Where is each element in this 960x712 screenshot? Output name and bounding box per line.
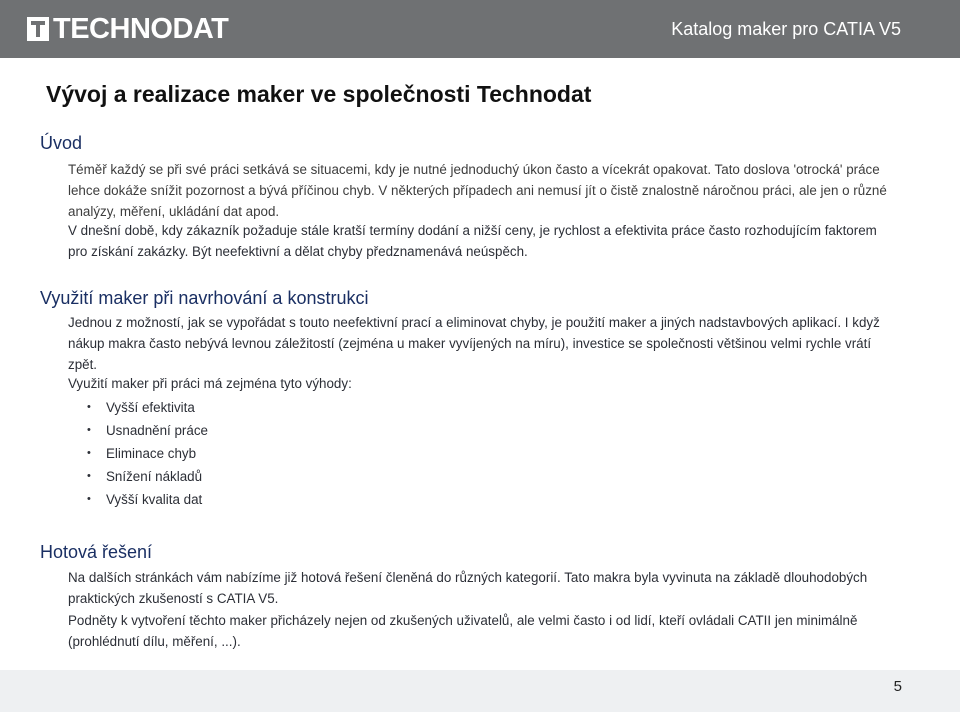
bullet-icon: • [87,493,91,505]
section-heading-vyuziti: Využití maker při navrhování a konstrukci [40,288,369,308]
bullet-icon: • [87,424,91,436]
uvod-paragraph-2: V dnešní době, kdy zákazník požaduje stále kratší termíny dodání a nižší ceny, je rychlost a efektivita práce často rozhodujícím faktorem pro získání zakázky. Být neefektivní a dělat chyby předznamenává neúspěch. [68,223,877,259]
logo-wordmark: TECHNODAT [53,13,229,45]
list-item [68,419,208,442]
list-item-label: Eliminace chyb [106,446,197,461]
list-item-label: Vyšší kvalita dat [106,492,203,507]
bullet-icon: • [87,470,91,482]
technodat-logo-icon [27,17,49,41]
page-header [0,0,960,58]
list-item-label: Usnadnění práce [106,423,208,438]
list-item [68,396,208,419]
hotova-paragraph-1: Na dalších stránkách vám nabízíme již hotová řešení členěná do různých kategorií. Tato makra byla vyvinuta na základě dlouhodobých praktických zkušeností s CATIA V5. [68,570,868,606]
advantages-list [68,396,208,511]
page-number: 5 [893,678,902,695]
bullet-icon: • [87,447,91,459]
list-item [68,465,208,488]
footer-bar [0,670,960,712]
list-item [68,442,208,465]
list-item [68,488,208,511]
hotova-paragraph-2: Podněty k vytvoření těchto maker přicházely nejen od zkušených uživatelů, ale velmi často i od lidí, kteří ovládali CATII jen minimálně (prohlédnutí dílu, měření, ...). [68,613,858,649]
vyuziti-paragraph-2: Využití maker při práci má zejména tyto výhody: [68,376,352,391]
list-item-label: Vyšší efektivita [106,400,195,415]
bullet-icon: • [87,401,91,413]
vyuziti-paragraph-1: Jednou z možností, jak se vypořádat s touto neefektivní prací a eliminovat chyby, je použití maker a jiných nadstavbových aplikací. I když nákup makra často nebývá levnou záležitostí (zejména u maker vyvíjených na míru), investice se společnosti většinou velmi rychle vrátí zpět. [68,315,880,372]
page-title: Vývoj a realizace maker ve společnosti Technodat [46,81,592,107]
uvod-paragraph-1: Téměř každý se při své práci setkává se situacemi, kdy je nutné jednoduchý úkon často a vícekrát opakovat. Tato doslova 'otrocká' práce lehce dokáže snížit pozornost a bývá příčinou chyb. V některých případech ani nemusí jít o čistě znalostně náročnou práci, ale jen o různé analýzy, měření, ukládání dat apod. [68,162,887,219]
catalog-title: Katalog maker pro CATIA V5 [671,19,901,39]
section-heading-hotova: Hotová řešení [40,542,153,562]
list-item-label: Snížení nákladů [106,469,203,484]
section-heading-uvod: Úvod [40,133,83,153]
technodat-logo [27,13,228,45]
